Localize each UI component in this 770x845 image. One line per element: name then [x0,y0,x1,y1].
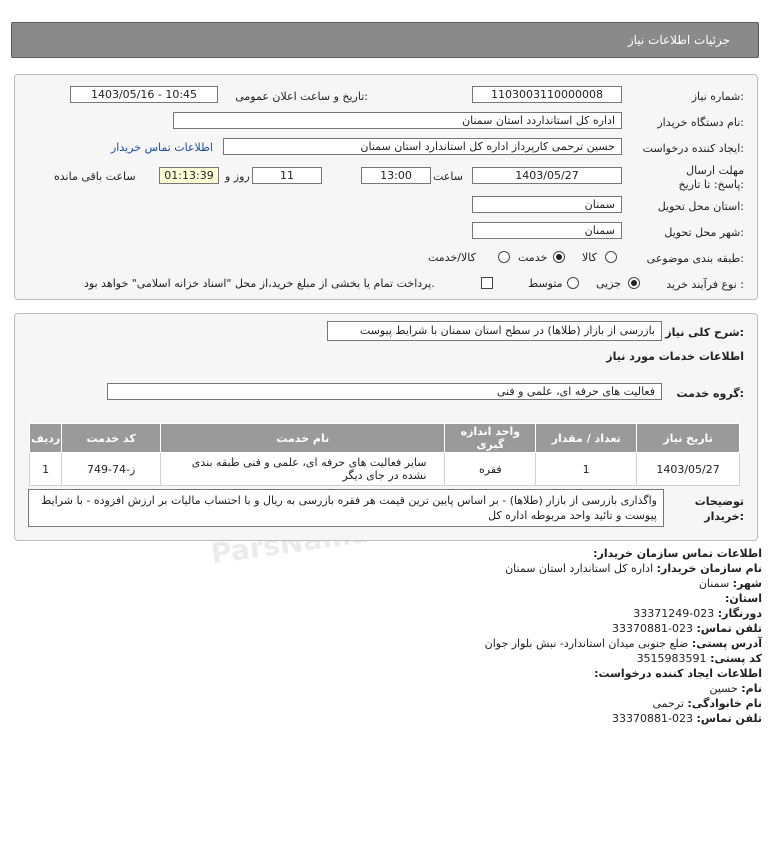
col-date: تاریخ نیاز [637,424,740,453]
category-label: طبقه بندی موضوعی: [646,252,744,265]
category-radio-goods[interactable] [605,251,617,263]
col-name: نام خدمت [161,424,445,453]
table-row [30,453,740,486]
summary-label: شرح کلی نیاز: [665,326,744,339]
contact-buyer-link[interactable]: اطلاعات تماس خریدار [111,141,213,154]
creator-family: نام خانوادگی: ترحمی [652,697,762,710]
process-label: نوع فرآیند خرید : [666,278,744,291]
col-unit: واحد اندازه گیری [445,424,536,453]
province-field: سمنان [472,196,622,213]
announce-label: تاریخ و ساعت اعلان عمومی: [235,90,368,103]
contact-address: آدرس پستی: ضلع جنوبی میدان استاندارد- نبش بلوار جوان [484,637,762,650]
need-number-label: شماره نیاز: [691,90,744,103]
creator-phone: تلفن تماس: 023-33370881 [612,712,762,725]
notes-label: توضیحات خریدار: [694,495,744,523]
creator-label: ایجاد کننده درخواست: [642,142,744,155]
page-header [11,22,759,58]
contact-fax: دورنگار: 023-33371249 [633,607,762,620]
col-qty: تعداد / مقدار [536,424,637,453]
process-option-medium: متوسط [528,277,563,290]
page-title: جزئیات اطلاعات نیاز [627,33,730,47]
cell-name: سایر فعالیت های حرفه ای، علمی و فنی طبقه بندی نشده در جای دیگر [161,453,445,486]
time-label: ساعت [433,170,463,183]
cell-row: 1 [30,453,62,486]
contact-phone: تلفن تماس: 023-33370881 [612,622,762,635]
cell-unit: فقره [445,453,536,486]
category-radio-service[interactable] [553,251,565,263]
cell-date: 1403/05/27 [637,453,740,486]
city-label: شهر محل تحویل: [664,226,744,239]
services-heading: اطلاعات خدمات مورد نیاز [606,350,744,363]
creator-name: نام: حسین [709,682,762,695]
category-radio-goods-service[interactable] [498,251,510,263]
col-row: ردیف [30,424,62,453]
days-label: روز و [225,170,250,183]
summary-field: بازرسی از بازار (طلاها) در سطح استان سمنان با شرایط پیوست [327,321,662,341]
payment-checkbox[interactable] [481,277,493,289]
buyer-field: اداره کل استانداردد استان سمنان [173,112,622,129]
notes-field: واگذاری بازرسی از بازار (طلاها) - بر اساس پایین ترین قیمت هر فقره بازرسی به ریال و با احتساب مالیات بر ارزش افزوده - با شرایط پیوست و تائید واحد مربوطه اداره کل [28,489,664,527]
need-number-field: 1103003110000008 [472,86,622,103]
col-code: کد خدمت [62,424,161,453]
creator-field: حسین ترحمی کارپرداز اداره کل استاندارد استان سمنان [223,138,622,155]
payment-note: پرداخت تمام یا بخشی از مبلغ خرید،از محل "اسناد خزانه اسلامی" خواهد بود. [84,277,435,290]
buyer-label: نام دستگاه خریدار: [657,116,744,129]
category-option-goods-service: کالا/خدمت [428,251,476,264]
remaining-time-field: 01:13:39 [159,167,219,184]
contact-city: شهر: سمنان [698,577,762,590]
deadline-label: مهلت ارسال پاسخ: تا تاریخ: [678,164,744,191]
creator-heading: اطلاعات ایجاد کننده درخواست: [594,667,762,680]
contact-postal: کد پستی: 3515983591 [636,652,762,665]
process-option-minor: جزیی [596,277,622,290]
process-radio-medium[interactable] [567,277,579,289]
group-label: گروه خدمت: [676,387,744,400]
contact-province: استان: [725,592,762,605]
province-label: استان محل تحویل: [657,200,744,213]
remaining-label: ساعت باقی مانده [54,170,136,183]
contact-org: نام سازمان خریدار: اداره کل استاندارد استان سمنان [505,562,762,575]
services-table [29,423,740,486]
deadline-time-field: 13:00 [361,167,431,184]
announce-field: 1403/05/16 - 10:45 [70,86,218,103]
city-field: سمنان [472,222,622,239]
category-option-service: خدمت [518,251,548,264]
category-option-goods: کالا [582,251,597,264]
details-panel [14,74,758,300]
process-radio-minor[interactable] [628,277,640,289]
cell-qty: 1 [536,453,637,486]
cell-code: ز-74-749 [62,453,161,486]
days-field: 11 [252,167,322,184]
contact-heading: اطلاعات تماس سازمان خریدار: [593,547,762,560]
group-field: فعالیت های حرفه ای، علمی و فنی [107,383,662,400]
deadline-date-field: 1403/05/27 [472,167,622,184]
